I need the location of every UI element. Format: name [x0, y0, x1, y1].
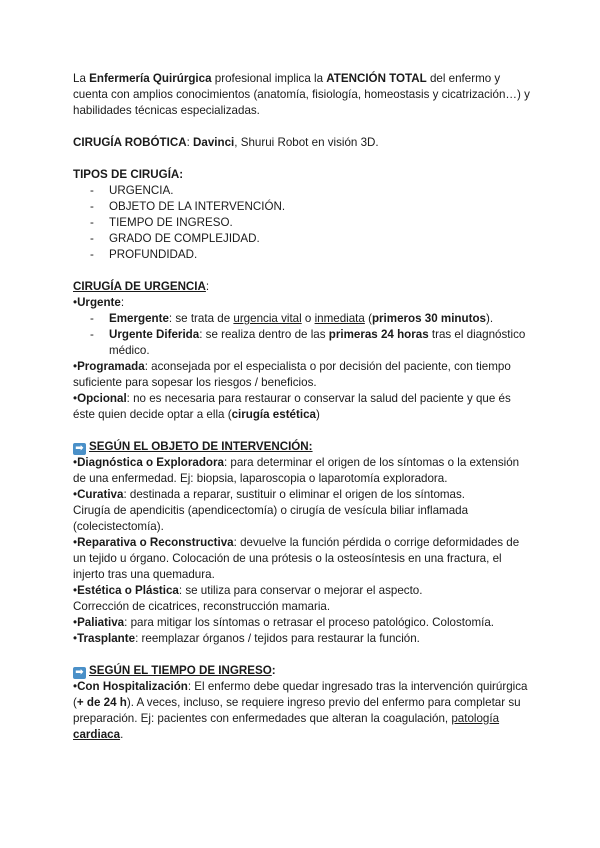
robotica-sep: :	[186, 136, 194, 149]
tipos-heading	[73, 167, 533, 183]
hospitalizacion-label: Con Hospitalización	[77, 680, 188, 693]
hospitalizacion-text-1: : El enfermo debe quedar ingresado tras la intervención quirúrgica (	[73, 680, 528, 709]
bullet: •	[73, 392, 78, 405]
emergente-text-2: o	[301, 312, 315, 325]
reparativa-label: Reparativa o Reconstructiva	[77, 536, 234, 549]
urgente-sublist	[73, 311, 533, 359]
opcional-bold: cirugía estética	[231, 408, 316, 421]
hospitalizacion-underline: patología	[451, 712, 500, 725]
arrow-right-icon: ➡	[73, 443, 86, 455]
objeto-heading	[73, 439, 533, 455]
list-item: - PROFUNDIDAD.	[73, 247, 533, 263]
bullet: •	[73, 680, 78, 693]
hospitalizacion-underline-bold: cardiaca	[73, 728, 121, 741]
opcional-text-2: )	[315, 408, 320, 421]
reparativa-line	[73, 535, 533, 583]
hospitalizacion-line	[73, 679, 533, 743]
curativa-label: Curativa	[77, 488, 124, 501]
list-item	[73, 327, 533, 359]
diferida-label: Urgente Diferida	[109, 328, 200, 341]
bullet: •	[73, 616, 78, 629]
list-item: - URGENCIA.	[73, 183, 533, 199]
intro-text-2: profesional implica la	[211, 72, 327, 85]
bullet: •	[73, 632, 78, 645]
intro-text-3: del enfermo y cuenta con amplios conocimientos (anatomía, fisiología, homeostasis y cicatrización…) y habilidades técnicas especializadas.	[73, 72, 530, 117]
urgencia-heading-text: CIRUGÍA DE URGENCIA	[73, 280, 206, 293]
intro-bold-1: Enfermería Quirúrgica	[89, 72, 212, 85]
curativa-example: Cirugía de apendicitis (apendicectomía) o cirugía de vesícula biliar inflamada (colecistectomía).	[73, 504, 469, 533]
paliativa-label: Paliativa	[77, 616, 125, 629]
bullet: •	[73, 360, 78, 373]
list-item: - OBJETO DE LA INTERVENCIÓN.	[73, 199, 533, 215]
hospitalizacion-bold: + de 24 h	[76, 696, 127, 709]
trasplante-text: : reemplazar órganos / tejidos para restaurar la función.	[135, 632, 420, 645]
bullet: •	[73, 456, 78, 469]
urgente-suffix: :	[120, 296, 125, 309]
hospitalizacion-text-3: .	[120, 728, 124, 741]
diagnostica-text: : para determinar el origen de los síntomas o la extensión de una enfermedad. Ej: biopsia, laparoscopia o laparotomía exploradora.	[73, 456, 520, 485]
opcional-label: Opcional	[77, 392, 127, 405]
bullet: •	[73, 488, 78, 501]
tipos-heading-text: TIPOS DE CIRUGÍA:	[73, 168, 184, 181]
emergente-text-3: (	[364, 312, 372, 325]
intro-bold-2: ATENCIÓN TOTAL	[326, 72, 427, 85]
robotica-text: , Shurui Robot en visión 3D.	[234, 136, 379, 149]
curativa-text-1: : destinada a reparar, sustituir o eliminar el origen de los síntomas.	[123, 488, 466, 501]
bullet: •	[73, 536, 78, 549]
diagnostica-line	[73, 455, 533, 487]
programada-label: Programada	[77, 360, 145, 373]
document-page	[73, 71, 533, 743]
emergente-underline-1: urgencia vital	[233, 312, 302, 325]
programada-line	[73, 359, 533, 391]
estetica-example: Corrección de cicatrices, reconstrucción mamaria.	[73, 600, 331, 613]
ingreso-heading-suffix: :	[271, 664, 276, 677]
hospitalizacion-text-2: ). A veces, incluso, se requiere ingreso previo del enfermo para completar su preparación. Ej: pacientes con enfermedades que alteran la coagulación,	[73, 696, 521, 725]
list-item: - GRADO DE COMPLEJIDAD.	[73, 231, 533, 247]
list-item: - TIEMPO DE INGRESO.	[73, 215, 533, 231]
bullet: •	[73, 584, 78, 597]
opcional-line	[73, 391, 533, 423]
urgencia-heading-suffix: :	[205, 280, 210, 293]
programada-text: : aconsejada por el especialista o por decisión del paciente, con tiempo suficiente para sopesar los riesgos / beneficios.	[73, 360, 511, 389]
diagnostica-label: Diagnóstica o Exploradora	[77, 456, 224, 469]
robotica-davinci: Davinci	[193, 136, 235, 149]
robotica-label: CIRUGÍA ROBÓTICA	[73, 136, 187, 149]
objeto-heading-text: SEGÚN EL OBJETO DE INTERVENCIÓN:	[89, 440, 313, 453]
tipos-list	[73, 183, 533, 263]
opcional-text-1: : no es necesaria para restaurar o conservar la salud del paciente y que és éste quien decide optar a ella (	[73, 392, 511, 421]
bullet: •	[73, 296, 78, 309]
urgente-label: Urgente	[77, 296, 121, 309]
arrow-right-icon: ➡	[73, 667, 86, 679]
ingreso-heading-text: SEGÚN EL TIEMPO DE INGRESO	[89, 664, 272, 677]
diferida-text-2: tras el diagnóstico médico.	[109, 328, 526, 357]
emergente-bold: primeros 30 minutos	[371, 312, 486, 325]
intro-text-1: La	[73, 72, 90, 85]
emergente-text-1: : se trata de	[168, 312, 234, 325]
curativa-line	[73, 487, 533, 503]
list-item	[73, 311, 533, 327]
paliativa-text: : para mitigar los síntomas o retrasar el proceso patológico. Colostomía.	[124, 616, 495, 629]
ingreso-heading	[73, 663, 533, 679]
robotica-paragraph	[73, 135, 533, 151]
paliativa-line	[73, 615, 533, 631]
estetica-text-1: : se utiliza para conservar o mejorar el aspecto.	[178, 584, 423, 597]
emergente-underline-2: inmediata	[314, 312, 365, 325]
emergente-text-4: ).	[486, 312, 494, 325]
intro-paragraph	[73, 71, 533, 119]
estetica-label: Estética o Plástica	[77, 584, 179, 597]
urgente-line	[73, 295, 533, 311]
diferida-bold: primeras 24 horas	[328, 328, 429, 341]
trasplante-label: Trasplante	[77, 632, 136, 645]
estetica-line	[73, 583, 533, 599]
trasplante-line	[73, 631, 533, 647]
diferida-text-1: : se realiza dentro de las	[199, 328, 329, 341]
urgencia-heading	[73, 279, 533, 295]
reparativa-text: : devuelve la función pérdida o corrige deformidades de un tejido u órgano. Colocación de una prótesis o la osteosíntesis en una fractura, el injerto tras una quemadura.	[73, 536, 520, 581]
emergente-label: Emergente	[109, 312, 169, 325]
